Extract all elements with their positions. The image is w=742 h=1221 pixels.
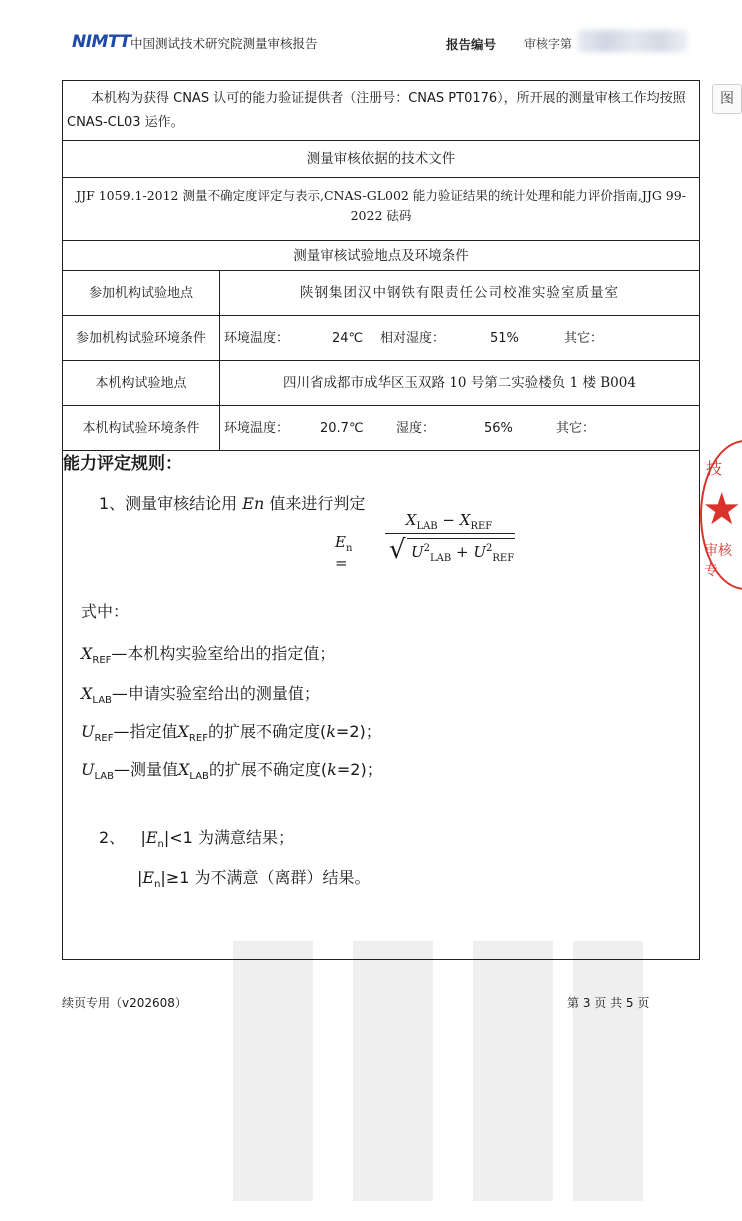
rule-1-prefix: 1、测量审核结论用: [99, 494, 238, 513]
footer-version: 续页专用（v202608）: [62, 996, 187, 1010]
report-number-prefix: 审核字第: [524, 37, 573, 51]
where-label: 式中：: [81, 602, 130, 621]
participant-site-label: 参加机构试验地点: [63, 271, 220, 315]
en-symbol: En: [242, 494, 265, 513]
humidity-value: 51%: [490, 331, 519, 346]
temp-value: 24℃: [332, 331, 364, 346]
page-number: 第 3 页 共 5 页: [567, 996, 650, 1010]
k-symbol: k: [327, 760, 337, 779]
report-header: [72, 30, 702, 56]
cnas-intro: 本机构为获得 CNAS 认可的能力验证提供者（注册号：CNAS PT0176），所开展的测量审核工作均按照 CNAS-CL03 运作。: [63, 81, 699, 141]
participant-env-label: 参加机构试验环境条件: [63, 316, 220, 360]
participant-site-row: [63, 271, 699, 316]
def-ulab-tail: =2)；: [336, 760, 383, 779]
seal-text-top: 技: [706, 459, 723, 478]
fraction-bar: [385, 533, 515, 534]
participant-site-value: 陕钢集团汉中钢铁有限责任公司校准实验室质量室: [300, 285, 619, 301]
def-uref-text-b: 的扩展不确定度(: [207, 722, 327, 741]
rule-2-number: 2、: [99, 828, 126, 847]
def-uref-tail: =2)；: [335, 722, 382, 741]
redacted-report-number: [578, 30, 688, 52]
seal-text-bottom: 审核专: [704, 543, 732, 579]
tech-docs-heading: 测量审核依据的技术文件: [63, 141, 699, 178]
other-label: 其它：: [556, 421, 596, 436]
def-ulab-text-b: 的扩展不确定度(: [208, 760, 328, 779]
sqrt-icon: √: [389, 535, 406, 565]
temp-label: 环境温度：: [224, 421, 290, 436]
formula-e: E: [335, 533, 346, 551]
site-heading: 测量审核试验地点及环境条件: [63, 241, 699, 271]
rule-1: [99, 491, 365, 514]
def-ulab: $U_{LAB}—$测量值$X_{LAB}$的扩展不确定度(k=2)；: [81, 760, 383, 783]
seal-star-icon: ★: [702, 484, 742, 535]
formula-denominator: $U^2_{LAB} + U^2_{REF}$: [411, 543, 515, 564]
own-site-label: 本机构试验地点: [63, 361, 220, 405]
temp-label: 环境温度：: [224, 331, 290, 346]
formula-numerator: $X_{LAB} - X_{REF}$: [405, 511, 493, 532]
def-uref-text-a: —指定值: [113, 722, 178, 741]
rules-block: [63, 451, 699, 959]
report-title: 中国测试技术研究院测量审核报告: [130, 36, 318, 51]
humidity-label: 湿度：: [396, 421, 436, 436]
participant-env-values: [220, 316, 699, 360]
nimtt-logo: NIMTT: [72, 32, 131, 52]
other-label: 其它：: [564, 331, 604, 346]
rule-1-suffix: 值来进行判定: [269, 494, 366, 513]
own-env-values: [220, 406, 699, 450]
def-xlab: $X_{LAB}—$申请实验室给出的测量值；: [81, 684, 320, 707]
rule-2: 2、 $|E_n|<1$ 为满意结果；: [99, 828, 294, 851]
ocr-scan-icon[interactable]: 图: [712, 84, 742, 114]
own-env-label: 本机构试验环境条件: [63, 406, 220, 450]
rule-3-text: |≥1 为不满意（离群）结果。: [160, 868, 371, 887]
humidity-value: 56%: [484, 421, 513, 436]
own-site-row: [63, 361, 699, 406]
report-number-label: 报告编号: [446, 37, 497, 52]
own-env-row: [63, 406, 699, 451]
def-uref: $U_{REF}—$指定值$X_{REF}$的扩展不确定度(k=2)；: [81, 722, 382, 745]
def-xref: $X_{REF}—$本机构实验室给出的指定值；: [81, 644, 336, 667]
tech-docs-text: JJF 1059.1-2012 测量不确定度评定与表示,CNAS-GL002 能力验证结果的统计处理和能力评价指南,JJG 99-2022 砝码: [63, 178, 699, 241]
formula-lhs: $E_n$ =: [335, 533, 353, 572]
def-xref-text: —本机构实验室给出的指定值；: [111, 644, 336, 663]
k-symbol: k: [326, 722, 336, 741]
rules-title: 能力评定规则：: [63, 454, 182, 474]
participant-env-row: [63, 316, 699, 361]
def-xlab-text: —申请实验室给出的测量值；: [111, 684, 320, 703]
def-ulab-text-a: —测量值: [114, 760, 179, 779]
sqrt-bar: [407, 538, 515, 539]
own-site-value: 四川省成都市成华区玉双路 10 号第二实验楼负 1 楼 B004: [283, 375, 636, 391]
humidity-label: 相对湿度：: [380, 331, 446, 346]
rule-3: $|E_n|\ge 1$ 为不满意（离群）结果。: [137, 868, 371, 891]
audit-table: [62, 80, 700, 960]
temp-value: 20.7℃: [320, 421, 364, 436]
rule-2-text: |<1 为满意结果；: [163, 828, 294, 847]
watermark-graphic: [213, 921, 663, 1221]
